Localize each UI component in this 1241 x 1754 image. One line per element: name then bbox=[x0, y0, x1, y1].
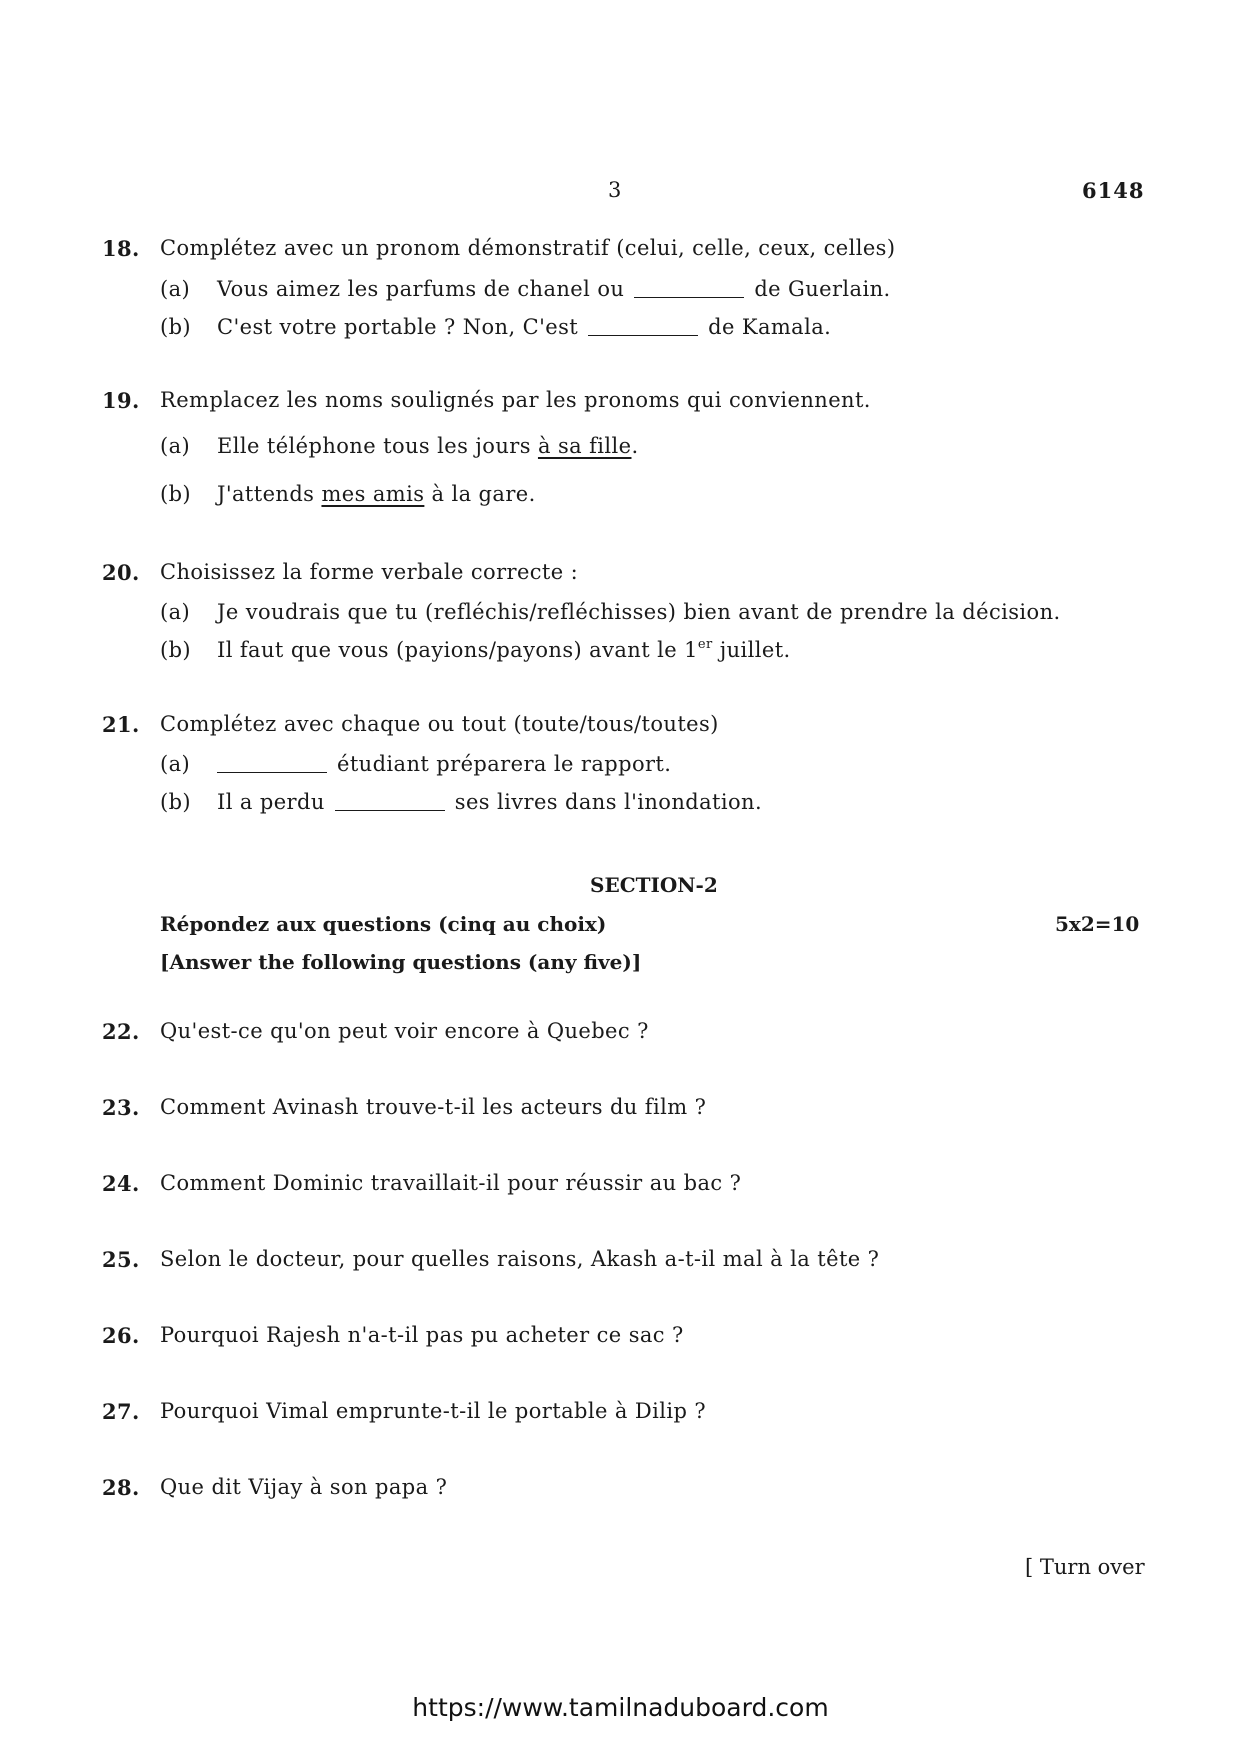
footer-url[interactable]: https://www.tamilnaduboard.com bbox=[412, 1693, 829, 1722]
question-number: 27. bbox=[102, 1399, 140, 1424]
question-number: 23. bbox=[102, 1095, 140, 1120]
sub-label: (a) bbox=[160, 600, 191, 624]
question-number: 28. bbox=[102, 1475, 140, 1500]
sub-text: C'est votre portable ? Non, C'est bbox=[217, 315, 579, 339]
sub-text: Vous aimez les parfums de chanel ou bbox=[217, 277, 625, 301]
question-text: Choisissez la forme verbale correcte : bbox=[160, 560, 579, 584]
sub-text: . bbox=[631, 434, 639, 458]
question-text: Comment Avinash trouve-t-il les acteurs du film ? bbox=[160, 1095, 707, 1119]
sub-text: juillet. bbox=[712, 638, 791, 662]
sub-label: (a) bbox=[160, 434, 191, 458]
question-text: Complétez avec chaque ou tout (toute/tous/toutes) bbox=[160, 712, 719, 736]
marks-allocation: 5x2=10 bbox=[1055, 912, 1140, 936]
underlined-noun: mes amis bbox=[321, 482, 425, 506]
question-number: 25. bbox=[102, 1247, 140, 1272]
question-text: Qu'est-ce qu'on peut voir encore à Quebec ? bbox=[160, 1019, 649, 1043]
section-instruction-en: [Answer the following questions (any five)] bbox=[160, 950, 642, 974]
sub-label: (b) bbox=[160, 790, 192, 814]
sub-label: (b) bbox=[160, 638, 192, 662]
sub-text: de Guerlain. bbox=[754, 277, 891, 301]
question-text: Selon le docteur, pour quelles raisons, Akash a-t-il mal à la tête ? bbox=[160, 1247, 880, 1271]
question-text: Complétez avec un pronom démonstratif (celui, celle, ceux, celles) bbox=[160, 236, 896, 260]
underlined-noun: à sa fille bbox=[537, 434, 632, 458]
answer-blank[interactable] bbox=[217, 754, 327, 773]
sub-text: ses livres dans l'inondation. bbox=[454, 790, 763, 814]
sub-text: Elle téléphone tous les jours bbox=[217, 434, 531, 458]
sub-text: à la gare. bbox=[431, 482, 536, 506]
question-number: 18. bbox=[102, 236, 140, 261]
question-text: Comment Dominic travaillait-il pour réussir au bac ? bbox=[160, 1171, 742, 1195]
question-text: Pourquoi Rajesh n'a-t-il pas pu acheter ce sac ? bbox=[160, 1323, 684, 1347]
question-number: 24. bbox=[102, 1171, 140, 1196]
answer-blank[interactable] bbox=[335, 792, 445, 811]
sub-text: de Kamala. bbox=[708, 315, 832, 339]
sub-text: J'attends bbox=[217, 482, 315, 506]
sub-text: Il faut que vous (payions/payons) avant le 1 bbox=[217, 638, 698, 662]
sub-text: étudiant préparera le rapport. bbox=[337, 752, 672, 776]
question-text: Remplacez les noms soulignés par les pronoms qui conviennent. bbox=[160, 388, 871, 412]
question-number: 20. bbox=[102, 560, 140, 585]
question-number: 19. bbox=[102, 388, 140, 413]
sub-text: Je voudrais que tu (refléchis/refléchisses) bien avant de prendre la décision. bbox=[217, 600, 1061, 624]
answer-blank[interactable] bbox=[634, 279, 744, 298]
sub-label: (b) bbox=[160, 482, 192, 506]
question-number: 26. bbox=[102, 1323, 140, 1348]
superscript: er bbox=[697, 637, 713, 652]
question-number: 21. bbox=[102, 712, 140, 737]
question-text: Pourquoi Vimal emprunte-t-il le portable à Dilip ? bbox=[160, 1399, 707, 1423]
page-number: 3 bbox=[608, 178, 622, 202]
turn-over-note: [ Turn over bbox=[1025, 1555, 1145, 1579]
sub-label: (a) bbox=[160, 277, 191, 301]
answer-blank[interactable] bbox=[588, 317, 698, 336]
sub-text: Il a perdu bbox=[217, 790, 325, 814]
section-title: SECTION-2 bbox=[590, 873, 718, 897]
question-text: Que dit Vijay à son papa ? bbox=[160, 1475, 448, 1499]
sub-label: (a) bbox=[160, 752, 191, 776]
question-number: 22. bbox=[102, 1019, 140, 1044]
paper-code: 6148 bbox=[1082, 178, 1145, 203]
sub-label: (b) bbox=[160, 315, 192, 339]
section-instruction-fr: Répondez aux questions (cinq au choix) bbox=[160, 912, 607, 936]
